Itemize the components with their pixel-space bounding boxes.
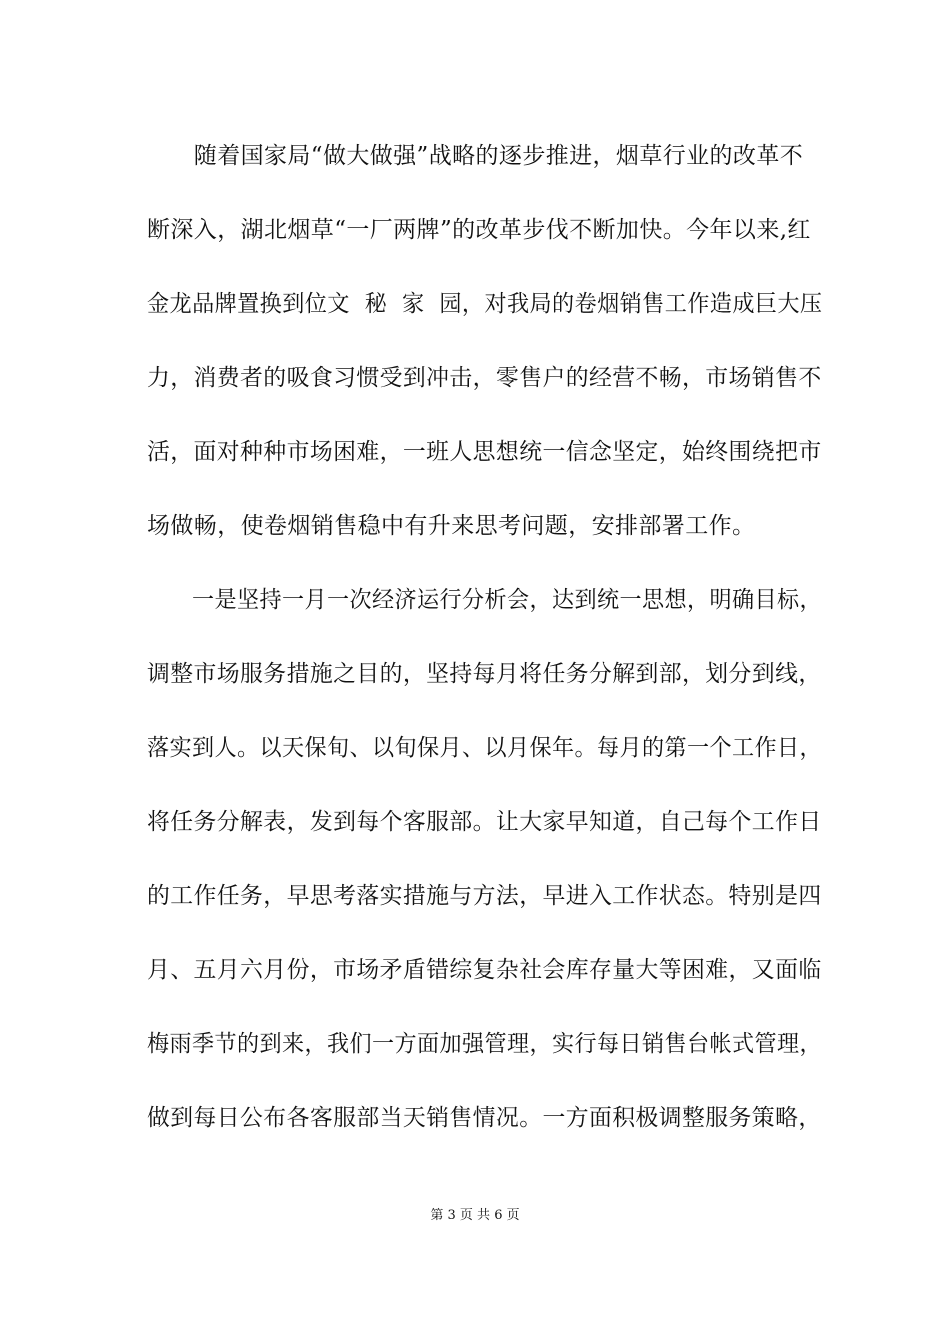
text-line: 落实到人。以天保旬、以旬保月、以月保年。每月的第一个工作日， [147, 735, 822, 761]
text-line: 随着国家局“做大做强”战略的逐步推进，烟草行业的改革不 [147, 143, 804, 169]
text-line: 一是坚持一月一次经济运行分析会，达到统一思想，明确目标， [147, 587, 822, 613]
text-line: 场做畅，使卷烟销售稳中有升来思考问题，安排部署工作。 [147, 513, 756, 539]
text-line: 力，消费者的吸食习惯受到冲击，零售户的经营不畅，市场销售不 [147, 365, 822, 391]
text-line: 梅雨季节的到来，我们一方面加强管理，实行每日销售台帐式管理， [147, 1031, 822, 1057]
text-line: 月、五月六月份，市场矛盾错综复杂社会库存量大等困难，又面临 [147, 957, 822, 983]
text-line: 调整市场服务措施之目的，坚持每月将任务分解到部，划分到线， [147, 661, 822, 687]
text-line: 活，面对种种市场困难，一班人思想统一信念坚定，始终围绕把市 [147, 439, 822, 465]
text-line: 做到每日公布各客服部当天销售情况。一方面积极调整服务策略， [147, 1105, 822, 1131]
text-line: 断深入，湖北烟草“一厂两牌”的改革步伐不断加快。今年以来,红 [147, 217, 811, 243]
text-line: 将任务分解表，发到每个客服部。让大家早知道，自己每个工作日 [147, 809, 822, 835]
text-line: 金龙品牌置换到位文 秘 家 园，对我局的卷烟销售工作造成巨大压 [147, 291, 823, 317]
page-number-footer: 第 3 页 共 6 页 [430, 1208, 520, 1223]
text-line: 的工作任务，早思考落实措施与方法，早进入工作状态。特别是四 [147, 883, 822, 909]
